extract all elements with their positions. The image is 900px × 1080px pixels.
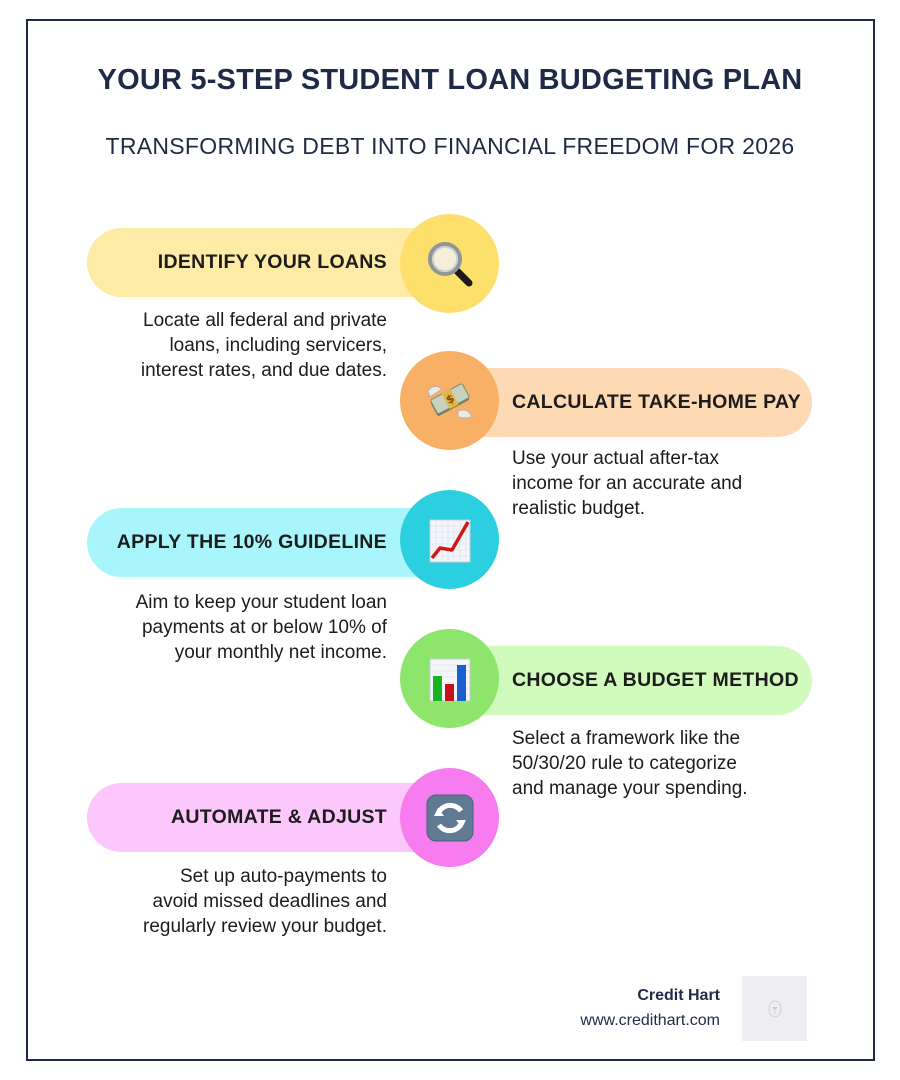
page-subtitle: TRANSFORMING DEBT INTO FINANCIAL FREEDOM FOR 2026 <box>105 133 795 159</box>
step-4-icon-circle <box>400 629 499 728</box>
step-3-description: Aim to keep your student loan payments at or below 10% of your monthly net income. <box>135 592 387 663</box>
step-1-title: IDENTIFY YOUR LOANS <box>157 251 387 273</box>
step-4-description: Select a framework like the 50/30/20 rule to categorize and manage your spending. <box>512 728 748 799</box>
page-title: YOUR 5-STEP STUDENT LOAN BUDGETING PLAN <box>97 64 803 96</box>
step-2-banner <box>445 368 812 437</box>
svg-text:$: $ <box>443 391 457 407</box>
step-5-title: AUTOMATE & ADJUST <box>171 806 387 828</box>
step-3-title: APPLY THE 10% GUIDELINE <box>116 531 387 553</box>
money-with-wings-icon <box>424 375 476 427</box>
refresh-arrows-icon <box>424 792 476 844</box>
footer-brand-name: Credit Hart <box>637 987 720 1004</box>
step-2-description: Use your actual after-tax income for an accurate and realistic budget. <box>512 448 743 519</box>
step-1-description: Locate all federal and private loans, including servicers, interest rates, and due dates. <box>140 310 387 381</box>
bar-chart-icon <box>424 653 476 705</box>
step-5-description: Set up auto-payments to avoid missed deadlines and regularly review your budget. <box>143 866 387 937</box>
step-5-icon-circle <box>400 768 499 867</box>
step-2-title: CALCULATE TAKE-HOME PAY <box>512 391 801 413</box>
magnifying-glass-icon <box>424 238 476 290</box>
brand-logo <box>742 976 807 1041</box>
step-4-title: CHOOSE A BUDGET METHOD <box>512 669 799 691</box>
step-3-icon-circle <box>400 490 499 589</box>
step-2-icon-circle <box>400 351 499 450</box>
step-4-banner <box>445 646 812 715</box>
logo-placeholder-icon <box>768 1000 782 1018</box>
chart-increasing-icon <box>424 514 476 566</box>
footer-website-link[interactable]: www.credithart.com <box>580 1012 720 1029</box>
step-1-icon-circle <box>400 214 499 313</box>
